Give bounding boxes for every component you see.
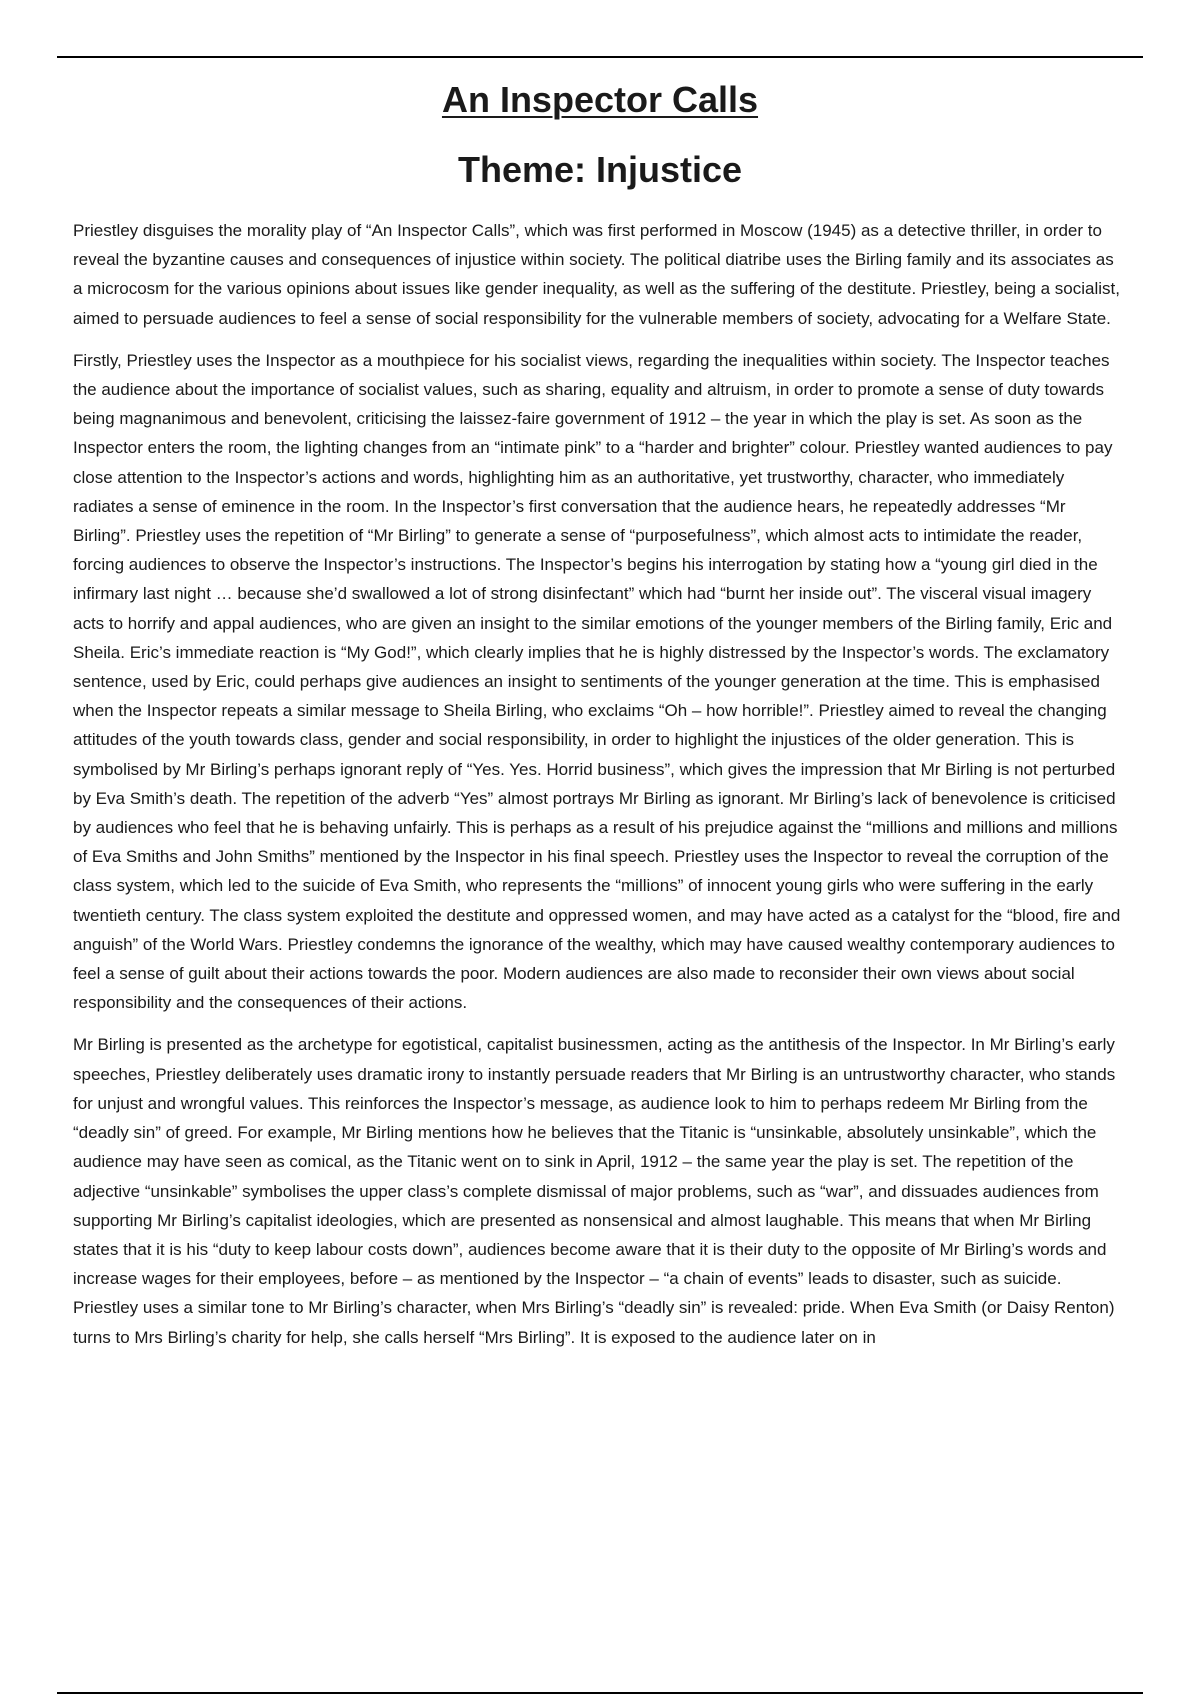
bottom-rule [57,1692,1143,1694]
document-page [73,74,1127,1365]
paragraph-inspector: Firstly, Priestley uses the Inspector as a mouthpiece for his socialist views, regarding the inequalities within society. The Inspector teaches the audience about the importance of socialist values, such as sharing, equality and altruism, in order to promote a sense of duty towards being magnanimous and benevolent, criticising the laissez-faire government of 1912 – the year in which the play is set. As soon as the Inspector enters the room, the lighting changes from an “intimate pink” to a “harder and brighter” colour. Priestley wanted audiences to pay close attention to the Inspector’s actions and words, highlighting him as an authoritative, yet trustworthy, character, who immediately radiates a sense of eminence in the room. In the Inspector’s first conversation that the audience hears, he repeatedly addresses “Mr Birling”. Priestley uses the repetition of “Mr Birling” to generate a sense of “purposefulness”, which almost acts to intimidate the reader, forcing audiences to observe the Inspector’s instructions. The Inspector’s begins his interrogation by stating how a “young girl died in the infirmary last night … because she’d swallowed a lot of strong disinfectant” which had “burnt her inside out”. The visceral visual imagery acts to horrify and appal audiences, who are given an insight to the similar emotions of the younger members of the Birling family, Eric and Sheila. Eric’s immediate reaction is “My God!”, which clearly implies that he is highly distressed by the Inspector’s words. The exclamatory sentence, used by Eric, could perhaps give audiences an insight to sentiments of the younger generation at the time. This is emphasised when the Inspector repeats a similar message to Sheila Birling, who exclaims “Oh – how horrible!”. Priestley aimed to reveal the changing attitudes of the youth towards class, gender and social responsibility, in order to highlight the injustices of the older generation. This is symbolised by Mr Birling’s perhaps ignorant reply of “Yes. Yes. Horrid business”, which gives the impression that Mr Birling is not perturbed by Eva Smith’s death. The repetition of the adverb “Yes” almost portrays Mr Birling as ignorant. Mr Birling’s lack of benevolence is criticised by audiences who feel that he is behaving unfairly. This is perhaps as a result of his prejudice against the “millions and millions and millions of Eva Smiths and John Smiths” mentioned by the Inspector in his final speech. Priestley uses the Inspector to reveal the corruption of the class system, which led to the suicide of Eva Smith, who represents the “millions” of innocent young girls who were suffering in the early twentieth century. The class system exploited the destitute and oppressed women, and may have acted as a catalyst for the “blood, fire and anguish” of the World Wars. Priestley condemns the ignorance of the wealthy, which may have caused wealthy contemporary audiences to feel a sense of guilt about their actions towards the poor. Modern audiences are also made to reconsider their own views about social responsibility and the consequences of their actions. [73,350,1121,1013]
document-subtitle: Theme: Injustice [457,149,743,190]
paragraph-intro: Priestley disguises the morality play of “An Inspector Calls”, which was first performed in Moscow (1945) as a detective thriller, in order to reveal the byzantine causes and consequences of injustice within society. The political diatribe uses the Birling family and its associates as a microcosm for the various opinions about issues like gender inequality, as well as the suffering of the destitute. Priestley, being a socialist, aimed to persuade audiences to feel a sense of social responsibility for the vulnerable members of society, advocating for a Welfare State. [73,221,1120,328]
top-rule [57,56,1143,58]
document-title: An Inspector Calls [441,79,759,120]
paragraph-mr-birling: Mr Birling is presented as the archetype for egotistical, capitalist businessmen, acting as the antithesis of the Inspector. In Mr Birling’s early speeches, Priestley deliberately uses dramatic irony to instantly persuade readers that Mr Birling is an untrustworthy character, who stands for unjust and wrongful values. This reinforces the Inspector’s message, as audience look to him to perhaps redeem Mr Birling from the “deadly sin” of greed. For example, Mr Birling mentions how he believes that the Titanic is “unsinkable, absolutely unsinkable”, which the audience may have seen as comical, as the Titanic went on to sink in April, 1912 – the same year the play is set. The repetition of the adjective “unsinkable” symbolises the upper class’s complete dismissal of major problems, such as “war”, and dissuades audiences from supporting Mr Birling’s capitalist ideologies, which are presented as nonsensical and almost laughable. This means that when Mr Birling states that it is his “duty to keep labour costs down”, audiences become aware that it is their duty to the opposite of Mr Birling’s words and increase wages for their employees, before – as mentioned by the Inspector – “a chain of events” leads to disaster, such as suicide. Priestley uses a similar tone to Mr Birling’s character, when Mrs Birling’s “deadly sin” is revealed: pride. When Eva Smith (or Daisy Renton) turns to Mrs Birling’s charity for help, she calls herself “Mrs Birling”. It is exposed to the audience later on in [73,1035,1116,1347]
